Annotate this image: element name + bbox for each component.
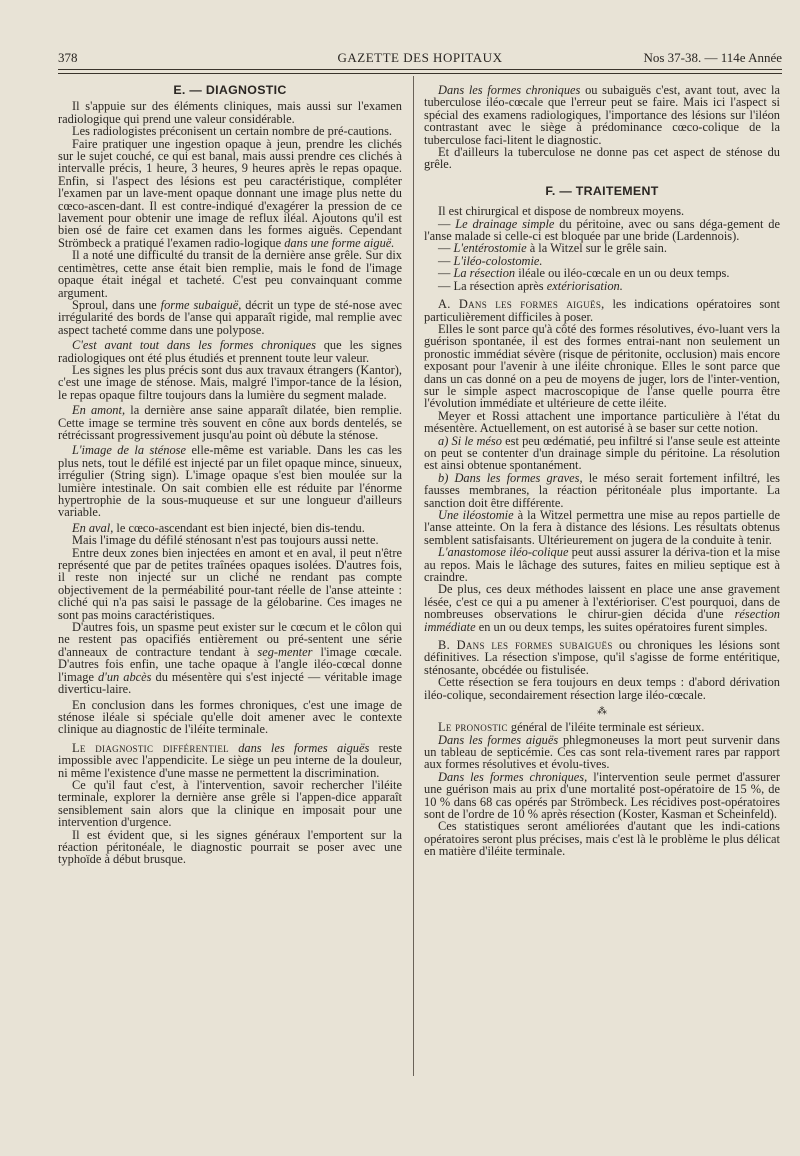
paragraph: En conclusion dans les formes chroniques, c'est une image de sténose iléale si spéciale qu'elle doit amener avec le contexte clinique au diagnostic de l'iléite terminale. [58,697,402,737]
paragraph: D'autres fois, un spasme peut exister sur le cœcum et le côlon qui ne restent pas opacifiés entièrement ou pré-sentent une série d'anneaux de contracture tendant à seg-menter l'image cœcale. D'autres fois enfin, une tache opaque à l'angle iléo-cœcal donne l'image d'un abcès du mésentère qui s'est injecté — véritable image diverticu-laire. [58,620,402,697]
header-rule-thin [58,73,782,74]
page-number: 378 [58,50,78,65]
paragraph: De plus, ces deux méthodes laissent en place une anse gravement lésée, c'est ce qui a pu amener à l'extérioriser. C'est pourquoi, dans de nombreuses observations le chirur-gien décida d'une résection immédiate en un ou deux temps, les suites opératoires furent simples. [424,582,780,634]
list-item: — Le drainage simple du péritoine, avec ou sans déga-gement de l'anse malade si celle-ci est bloquée par une bride (Lardennois). [424,216,781,244]
paragraph: Entre deux zones bien injectées en amont et en aval, il peut n'être représenté que par de petites traînées opaques isolées. D'autres fois, il reste non injecté sur un cliché ne rendant pas compte objectivement de la perméabilité pour-tant réelle de l'anse atteinte : cliché qui n'a pas saisi le passage de la gélobarine. Ces images ne sont pas moins caractéristiques. [58,545,402,622]
paragraph: L'anastomose iléo-colique peut aussi assurer la dériva-tion et la mise au repos. Mais le lâchage des sutures, faites en milieu septique est à craindre. [424,545,780,585]
list-item: — L'entérostomie à la Witzel sur le grêle sain. [438,241,667,256]
paragraph: Faire pratiquer une ingestion opaque à jeun, prendre les clichés sur le sujet couché, ce qui est banal, mais aussi prendre ces clichés à intervalle précis, 1 heure, 3 heures, 9 heures après le repas opaque. Enfin, si l'aspect des lésions est peu caractéristique, compléter l'examen par un lave-ment opaque donnant une image plus nette du cœco-ascen-dant. Il est contre-indiqué d'exagérer la pression de ce lavement pour obtenir une image de reflux iléal. Ajoutons qu'il est bien osé de faire cet examen dans les formes aiguës. Cependant Strömbeck a pratiqué l'examen radio-logique dans une forme aiguë. [58,136,402,250]
asterism: ⁂ [597,706,607,718]
paragraph: Il est évident que, si les signes généraux l'emportent sur la réaction péritonéale, le diagnostic pourrait se poser avec une typhoïde à début brusque. [58,827,402,867]
paragraph: Les radiologistes préconisent un certain nombre de pré-cautions. [72,124,392,139]
paragraph: Mais l'image du défilé sténosant n'est pas toujours aussi nette. [72,533,379,548]
paragraph: Il a noté une difficulté du transit de la dernière anse grêle. Sur dix centimètres, cette anse était bien remplie, mais le fond de l'image opaque était inégal et tacheté. C'est peu convainquant comme argument. [58,248,402,300]
column-divider [413,76,414,1076]
section-heading-traitement: F. — TRAITEMENT [545,183,659,198]
paragraph: b) Dans les formes graves, le méso serait fortement infiltré, les fausses membranes, la réaction péritonéale plus importante. La sanction doit être différente. [424,470,780,510]
paragraph: Le pronostic général de l'iléite terminale est sérieux. [438,720,705,735]
paragraph: Ces statistiques seront améliorées d'autant que les indi-cations opératoires seront plus précises, mais c'est là le problème le plus délicat en matière d'iléite terminale. [424,819,780,859]
left-column [58,84,402,866]
paragraph: Dans les formes chroniques ou subaiguës c'est, avant tout, avec la tuberculose iléo-cœcale que l'erreur peut se faire. Mais ici l'aspect si spécial des examens radiologiques, l'importance des lésions sur l'iléon contrastant avec le siège à prédominance cœco-colique de la tuberculose faci-litent le diagnostic. [424,83,780,147]
paragraph: Cette résection se fera toujours en deux temps : d'abord dérivation iléo-colique, secondairement résection large iléo-cœcale. [424,675,780,702]
paragraph: Dans les formes aiguës phlegmoneuses la mort peut survenir dans un tableau de septicémie. Ces cas sont rela-tivement rares par rapport aux formes résolutives et évolu-tives. [424,732,780,772]
paragraph: C'est avant tout dans les formes chroniques que les signes radiologiques ont été plus étudiés et prennent toute leur valeur. [58,338,403,365]
issue-label: Nos 37-38. — 114e Année [643,50,782,65]
paragraph: L'image de la sténose elle-même est variable. Dans les cas les plus nets, tout le défilé est injecté par un filet opaque mince, sinueux, irrégulier (String sign). L'image opaque s'est bien moulée sur la lumière intestinale. On sait combien elle est réduite par l'énorme hypertrophie de la sous-muqueuse et sur une longueur d'ailleurs variable. [58,443,402,520]
paragraph: B. Dans les formes subaiguës ou chroniques les lésions sont définitives. La résection s'impose, qu'il s'agisse de forme entéritique, sténosante, obcédée ou fistulisée. [424,638,780,677]
paragraph: En aval, le cœco-ascendant est bien injecté, bien dis-tendu. [72,520,365,535]
list-item: — L'iléo-colostomie. [438,253,543,268]
running-header [58,50,782,70]
paragraph: A. Dans les formes aiguës, les indications opératoires sont particulièrement difficiles à poser. [424,297,780,324]
paragraph: En amont, la dernière anse saine apparaît dilatée, bien remplie. Cette image se termine très souvent en cône aux bords dentelés, se rétrécissant progressivement jusqu'au point où débute la sténose. [58,403,402,442]
header-rule [58,69,782,70]
paragraph: Il est chirurgical et dispose de nombreux moyens. [438,204,685,219]
list-item: — La résection après extériorisation. [438,278,623,293]
paragraph: Elles le sont parce qu'à côté des formes résolutives, évo-luant vers la guérison spontanée, il est des formes entrai-nant non seulement un pronostic immédiat sévère (risque de péritonite, occlusion) mais encore exposant pour l'avenir à une iléite chronique. Elles le sont parce que dans un cas donné on a peu de moyens de juger, lors de l'inter-vention, sur le simple aspect macroscopique de l'anse quelle pourra être l'évolution immédiate et ultérieure de cette iléite. [424,321,780,411]
paragraph: Meyer et Rossi attachent une importance particulière à l'état du mésentère. Actuellement, on est autorisé à se baser sur cette notion. [424,408,780,436]
paragraph: Une iléostomie à la Witzel permettra une mise au repos partielle de l'anse atteinte. On la fera à distance des lésions. Les résultats obtenus semblent satisfaisants. Ultérieurement on jugera de la conduite à tenir. [424,508,781,547]
paragraph: Ce qu'il faut c'est, à l'intervention, savoir rechercher l'iléite terminale, explorer la dernière anse grêle si l'appen-dice apparaît sensiblement sain alors que la clinique en imposait pour une intervention d'urgence. [58,777,402,830]
paragraph: Il s'appuie sur des éléments cliniques, mais aussi sur l'examen radiologique qui prend une valeur considérable. [58,99,402,126]
paragraph: Les signes les plus précis sont dus aux travaux étrangers (Kantor), c'est une image de sténose. Mais, malgré l'impor-tance de la lésion, le repas opaque filtre toujours dans la lumière du segment malade. [58,362,402,402]
paragraph: a) Si le méso est peu œdématié, peu infiltré si l'anse seule est atteinte on peut se contenter d'un drainage simple du péritoine. La résolution est ainsi obtenue spontanément. [424,433,780,473]
right-column [424,84,780,858]
paragraph: Et d'ailleurs la tuberculose ne donne pas cet aspect de sténose du grêle. [424,145,780,172]
section-heading-diagnostic: E. — DIAGNOSTIC [173,83,287,97]
journal-title: GAZETTE DES HOPITAUX [337,50,503,65]
paragraph: Dans les formes chroniques, l'intervention seule permet d'assurer une guérison mais au prix d'une mortalité post-opératoire de 15 %, de 10 % dans 68 cas opérés par Strömbeck. Les récidives post-opératoires sont de l'ordre de 10 % après résection (Koster, Kasman et Scheinfeld). [424,769,780,821]
paragraph: Sproul, dans une forme subaiguë, décrit un type de sté-nose avec irrégularité des bords de l'anse qui apparaît rigide, mal remplie avec aspect tacheté comme dans une polypose. [58,297,402,337]
paragraph: Le diagnostic différentiel dans les formes aiguës reste impossible avec l'appendicite. Le siège un peu interne de la douleur, ni même l'existence d'une masse ne permettent la discrimination. [58,740,402,780]
list-item: — La résection iléale ou iléo-cœcale en un ou deux temps. [438,266,730,281]
